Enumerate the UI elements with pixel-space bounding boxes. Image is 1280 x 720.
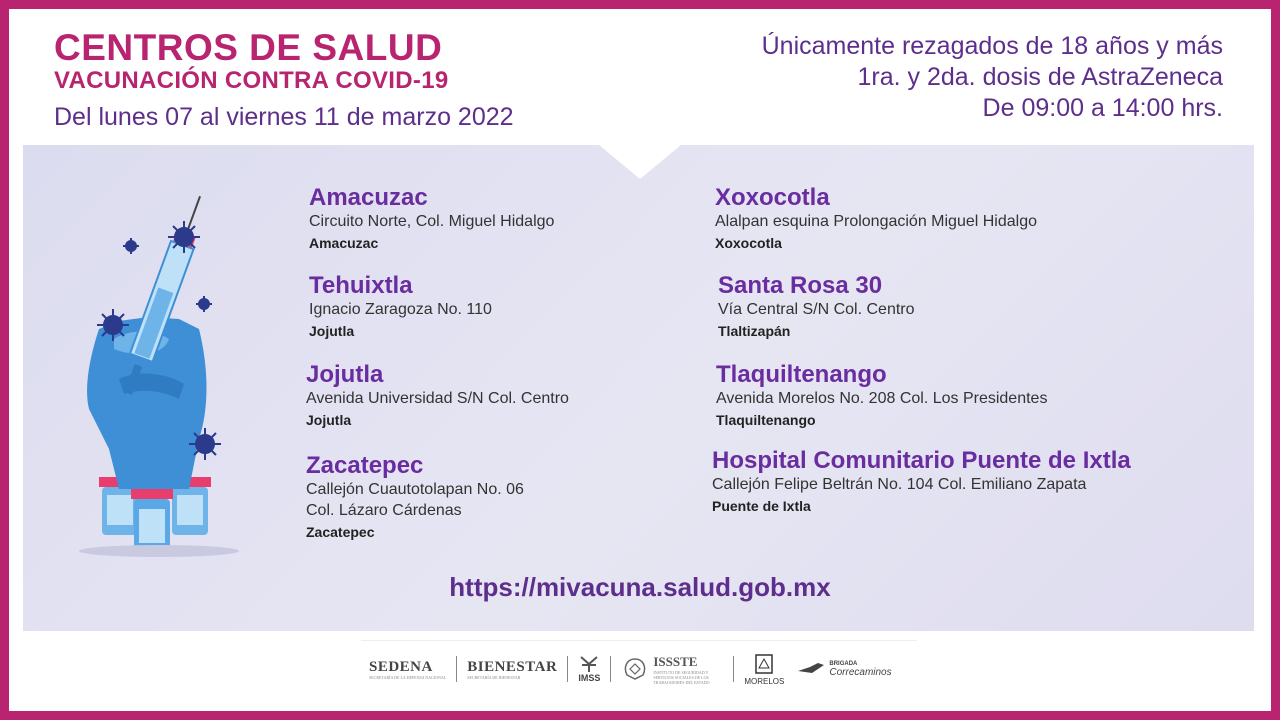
morelos-shield-icon [754, 653, 774, 677]
location-card [309, 273, 492, 342]
sedena-logo: SEDENA SECRETARÍA DE LA DEFENSA NACIONAL [369, 658, 447, 680]
eligibility-info [762, 31, 1223, 124]
location-card [718, 273, 915, 342]
location-city: Xoxocotla [715, 235, 782, 251]
location-city: Zacatepec [306, 524, 375, 540]
panel-notch [599, 145, 681, 179]
location-address: Alalpan esquina Prolongación Miguel Hidalgo [715, 213, 1037, 230]
location-address: Ignacio Zaragoza No. 110 [309, 301, 492, 318]
brigada-correcaminos-logo: BRIGADA Correcaminos [796, 661, 891, 678]
date-range: Del lunes 07 al viernes 11 de marzo 2022 [54, 103, 514, 131]
roadrunner-icon [796, 661, 826, 677]
morelos-logo: MORELOS [744, 653, 784, 686]
divider [610, 656, 611, 682]
location-city: Amacuzac [309, 235, 379, 251]
vaccine-registration-link[interactable]: https://mivacuna.salud.gob.mx [449, 572, 831, 602]
location-address: Callejón Cuautotolapan No. 06 [306, 481, 524, 498]
location-card [715, 185, 1037, 254]
location-city: Puente de Ixtla [712, 498, 811, 514]
location-city: Tlaquiltenango [716, 412, 816, 428]
divider [456, 656, 457, 682]
location-name: Xoxocotla [715, 184, 830, 211]
location-name: Amacuzac [309, 184, 428, 211]
location-address: Avenida Universidad S/N Col. Centro [306, 390, 569, 407]
divider [733, 656, 734, 682]
hours-line: De 09:00 a 14:00 hrs. [982, 94, 1223, 122]
poster [9, 9, 1271, 711]
location-card [306, 453, 524, 543]
location-city: Tlaltizapán [718, 323, 791, 339]
location-card [306, 362, 569, 431]
location-name: Tehuixtla [309, 272, 413, 299]
location-name: Hospital Comunitario Puente de Ixtla [712, 447, 1131, 474]
location-name: Santa Rosa 30 [718, 272, 883, 299]
divider [567, 656, 568, 682]
location-address: Circuito Norte, Col. Miguel Hidalgo [309, 213, 555, 230]
location-card [716, 362, 1047, 431]
imss-emblem-icon [578, 655, 600, 673]
location-city: Jojutla [309, 323, 355, 339]
page-title: CENTROS DE SALUD [54, 27, 443, 68]
location-name: Tlaquiltenango [716, 361, 887, 388]
sponsor-logos [361, 640, 917, 697]
location-address-line2: Col. Lázaro Cárdenas [306, 502, 462, 519]
location-address: Callejón Felipe Beltrán No. 104 Col. Emiliano Zapata [712, 476, 1087, 493]
location-name: Zacatepec [306, 452, 424, 479]
location-address: Vía Central S/N Col. Centro [718, 301, 915, 318]
location-name: Jojutla [306, 361, 384, 388]
location-card [712, 448, 1131, 517]
issste-emblem-icon [621, 657, 649, 681]
issste-logo: ISSSTE INSTITUTO DE SEGURIDAD Y SERVICIOS SOCIALES DE LOS TRABAJADORES DEL ESTADO [621, 654, 723, 685]
vaccine-hand-illustration [59, 189, 259, 561]
bienestar-logo: BIENESTAR SECRETARÍA DE BIENESTAR [467, 658, 558, 680]
location-card [309, 185, 554, 254]
eligibility-line: Únicamente rezagados de 18 años y más [761, 32, 1223, 60]
dose-line: 1ra. y 2da. dosis de AstraZeneca [857, 63, 1223, 91]
location-city: Jojutla [306, 412, 352, 428]
imss-logo: IMSS [578, 655, 600, 683]
page-subtitle: VACUNACIÓN CONTRA COVID-19 [54, 67, 449, 94]
location-address: Avenida Morelos No. 208 Col. Los Presidentes [716, 390, 1048, 407]
